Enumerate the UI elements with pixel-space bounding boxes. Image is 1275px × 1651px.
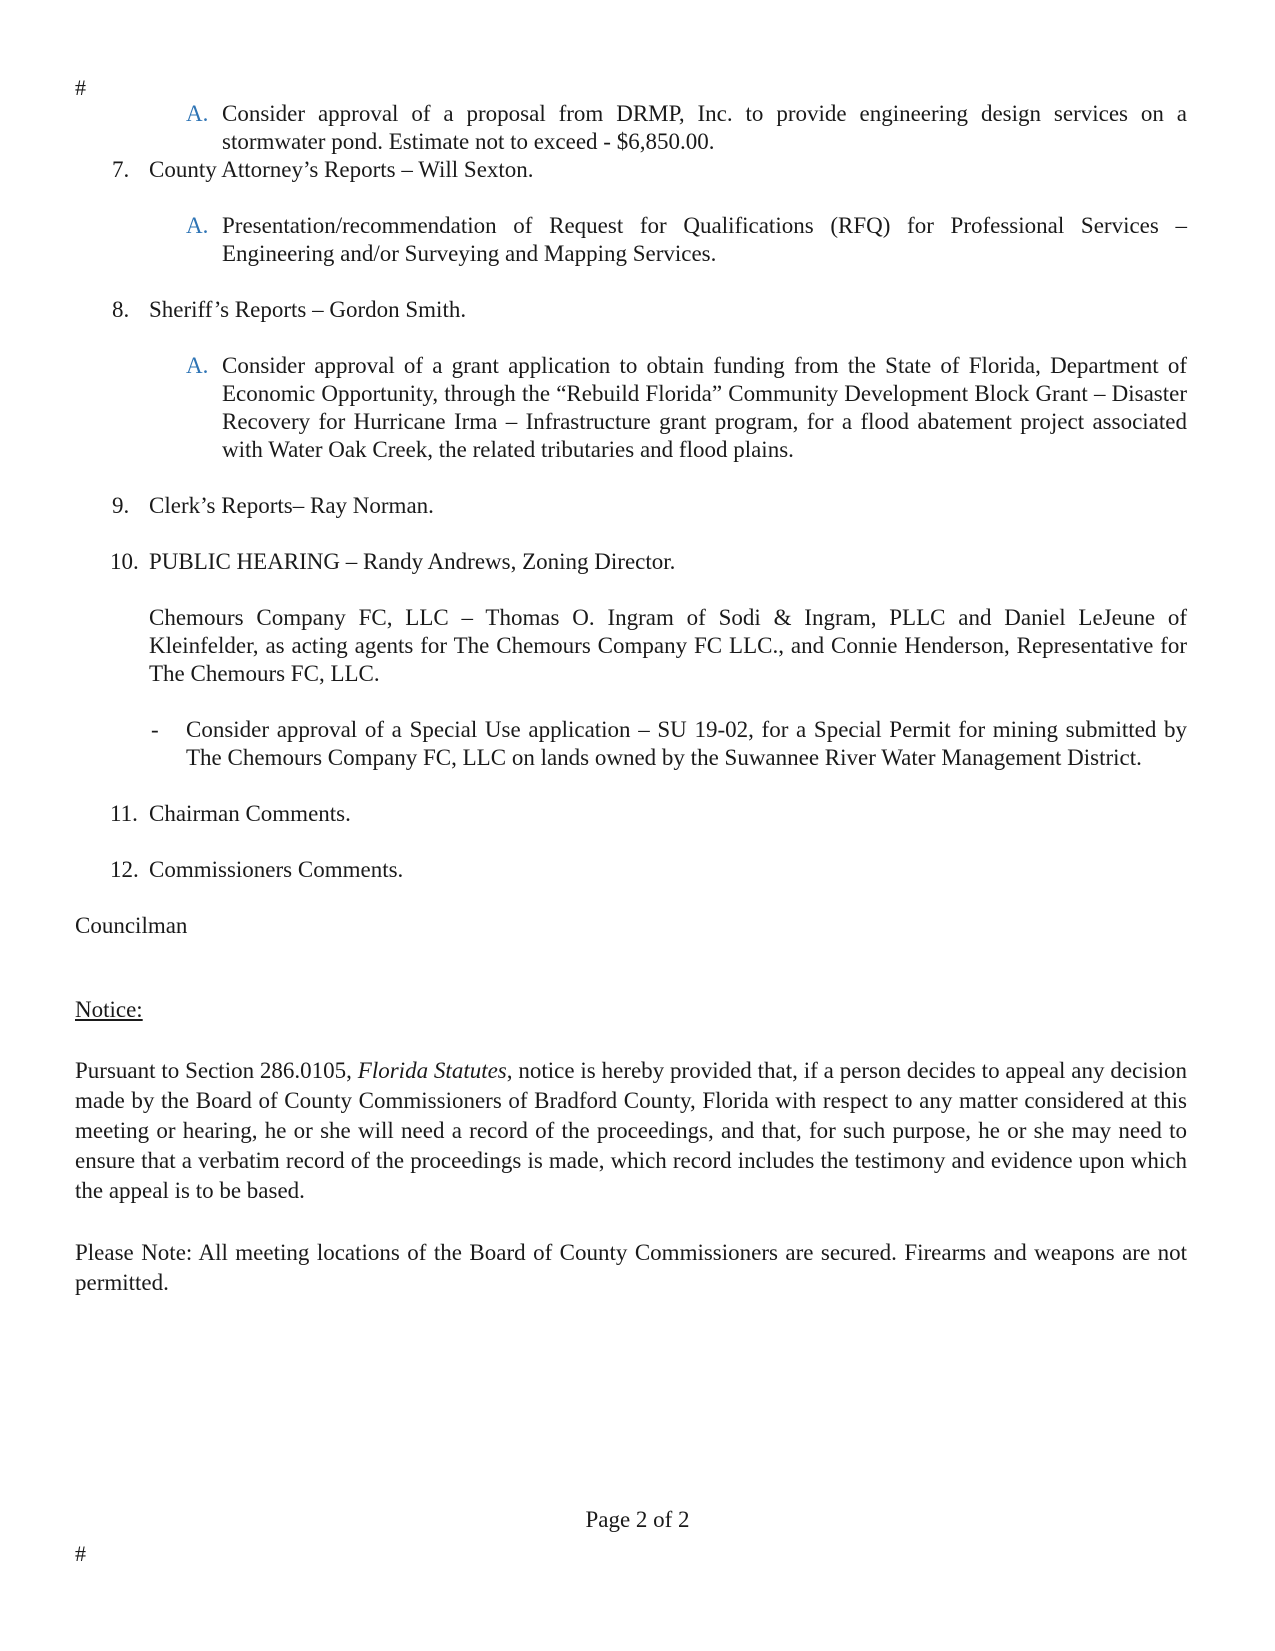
item-12-marker: 12. xyxy=(110,857,139,882)
item-12-title: Commissioners Comments. xyxy=(149,857,404,882)
item-11-marker: 11. xyxy=(110,801,138,826)
item-9-marker: 9. xyxy=(112,493,130,518)
notice-p1-after: , notice is hereby provided that, if a person decides to appeal any decision made by the Board of County Commissioners of Bradford County, Florida with respect to any matter considered at this meeting or hearing, he or she will need a record of the proceedings, and that, for such purpose, he or she may need to ensure that a verbatim record of the proceedings is made, which record includes the testimony and evidence upon which the appeal is to be based. xyxy=(75,1058,1187,1203)
item-8-title: Sheriff’s Reports – Gordon Smith. xyxy=(149,297,467,322)
item-7-marker: 7. xyxy=(112,157,130,182)
header-mark: # xyxy=(75,75,86,100)
footer-mark: # xyxy=(75,1541,86,1566)
item-11-title: Chairman Comments. xyxy=(149,801,351,826)
item-8a-marker: A. xyxy=(186,353,209,378)
item-7a-marker: A. xyxy=(186,213,209,238)
item-7-title: County Attorney’s Reports – Will Sexton. xyxy=(149,157,534,182)
item-10-title: PUBLIC HEARING – Randy Andrews, Zoning Director. xyxy=(149,549,676,574)
item-10-paragraph: Chemours Company FC, LLC – Thomas O. Ingram of Sodi & Ingram, PLLC and Daniel LeJeune of Kleinfelder, as acting agents for The Chemours Company FC LLC., and Connie Henderson, Representative for The Chemours FC, LLC. xyxy=(149,605,1187,686)
councilman-label: Councilman xyxy=(75,913,188,938)
item-7a-text: Presentation/recommendation of Request for Qualifications (RFQ) for Professional Services – Engineering and/or Surveying and Mapping Services. xyxy=(222,213,1187,266)
please-note-paragraph: Please Note: All meeting locations of the Board of County Commissioners are secured. Firearms and weapons are not permitted. xyxy=(75,1240,1187,1295)
item-10-bullet-text: Consider approval of a Special Use application – SU 19-02, for a Special Permit for mining submitted by The Chemours Company FC, LLC on lands owned by the Suwannee River Water Management District. xyxy=(186,717,1187,770)
notice-heading: Notice: xyxy=(75,997,143,1022)
item-9-title: Clerk’s Reports– Ray Norman. xyxy=(149,493,434,518)
notice-paragraph xyxy=(75,1056,1187,1206)
item-8-marker: 8. xyxy=(112,297,130,322)
item-6a-marker: A. xyxy=(186,101,209,126)
item-10-bullet-marker: - xyxy=(151,717,159,742)
item-10-marker: 10. xyxy=(110,549,139,574)
page-number: Page 2 of 2 xyxy=(585,1507,690,1532)
notice-p1-before: Pursuant to Section 286.0105, xyxy=(75,1058,358,1083)
item-6a-text: Consider approval of a proposal from DRMP, Inc. to provide engineering design services on a stormwater pond. Estimate not to exceed - $6,850.00. xyxy=(222,101,1187,154)
item-8a-text: Consider approval of a grant application to obtain funding from the State of Florida, Department of Economic Opportunity, through the “Rebuild Florida” Community Development Block Grant – Disaster Recovery for Hurricane Irma – Infrastructure grant program, for a flood abatement project associated with Water Oak Creek, the related tributaries and flood plains. xyxy=(222,353,1187,462)
notice-p1-italic: Florida Statutes xyxy=(357,1058,507,1083)
